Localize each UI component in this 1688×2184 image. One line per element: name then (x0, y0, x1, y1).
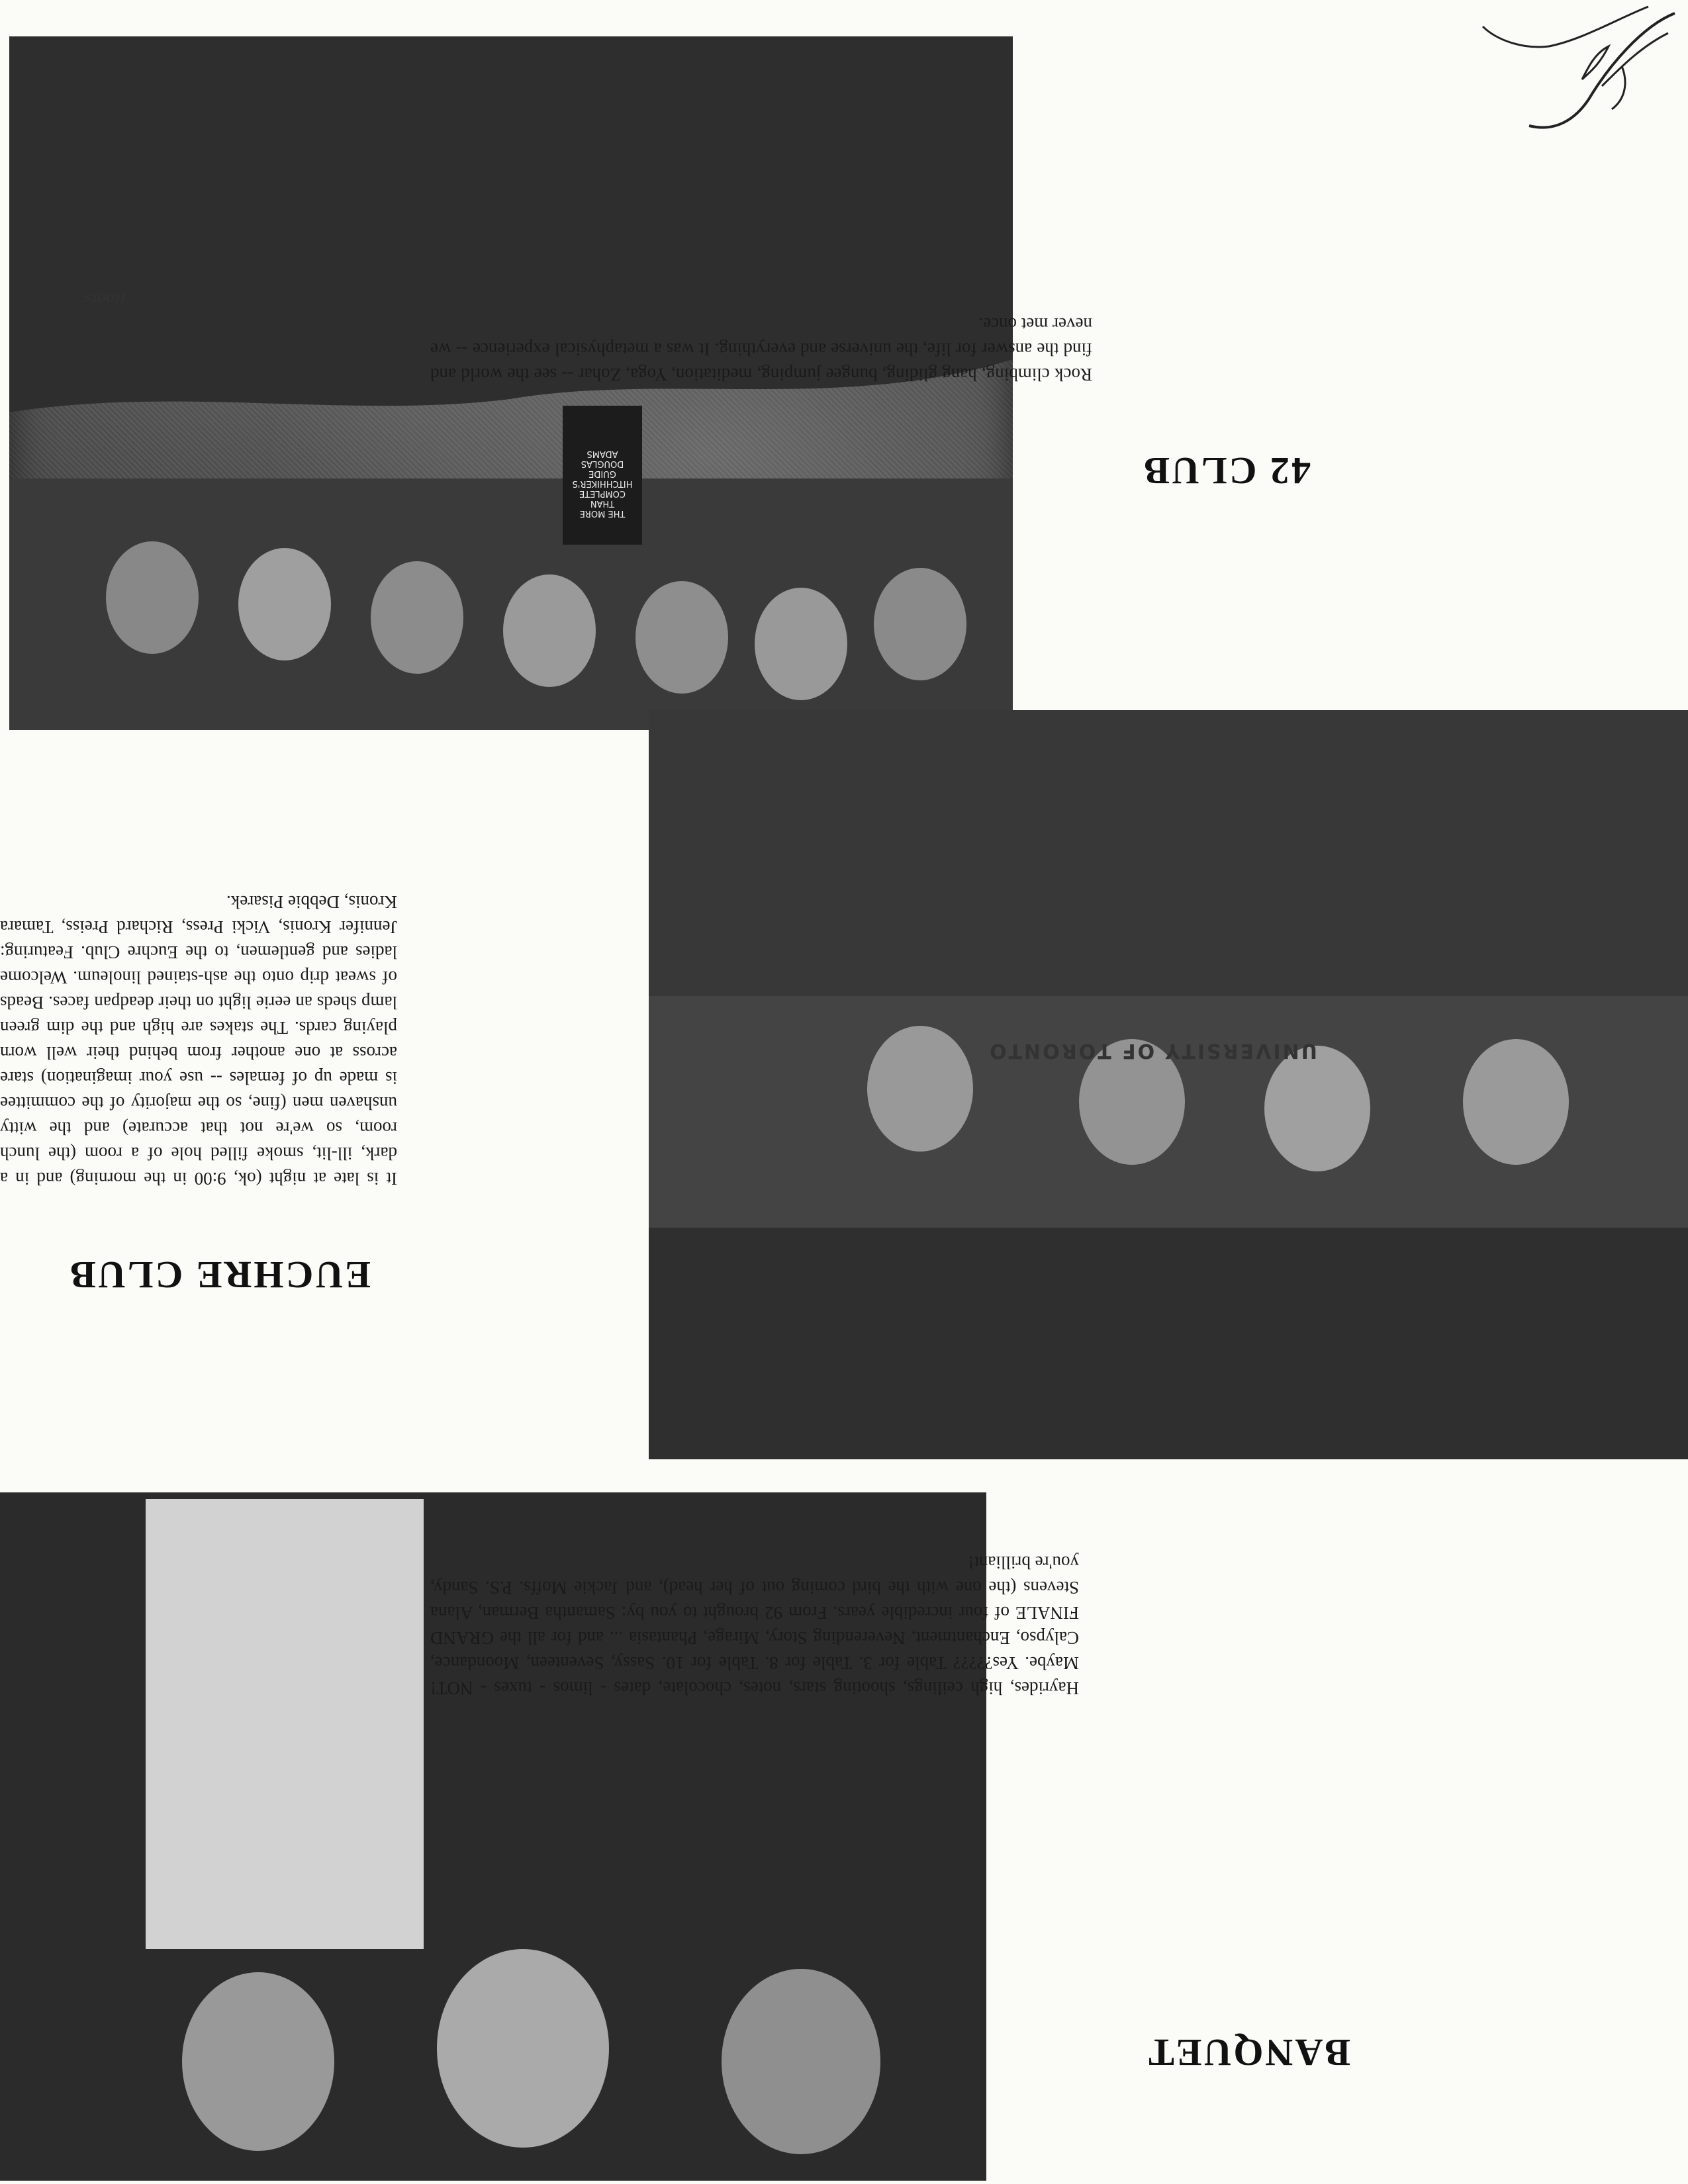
photo-euchre-club (649, 710, 1688, 1459)
club42-title: 42 CLUB (1142, 449, 1311, 492)
euchre-title: EUCHRE CLUB (68, 1253, 371, 1297)
euchre-text: It is late at night (ok, 9:00 in the morning) and in a dark, ill-lit, smoke filled hole of a room (the lunch room, so we're not that accurate) and the witty unshaven men (fine, so the majority of the committee is made up of females -- use your imagination) stare across at one another from behind their well worn playing cards. The stakes are high and the dim green lamp sheds an eerie light on their deadpan faces. Beads of sweat drip onto the ash-stained linoleum. Welcome ladies and gentlemen, to the Euchre Club. Featuring: Jennifer Kronis, Vicki Press, Richard Preiss, Tamara Kronis, Debbie Pisarek. (0, 892, 397, 1189)
banquet-text: Hayrides, high ceilings, shooting stars, notes, chocolate, dates - limos - tuxes - NOT! Maybe. Yes????? Table for 3. Table for 8. Table for 10. Sassy, Seventeen, Moondance, Calypso, Enchantment, Neverending Story, Mirage, Phantasia ... and for all the GRAND FINALE of four incredible years. From 92 brought to you by: Samantha Berman, Alana Stevens (the one with the bird coming out of her head), and Jackie Moffs. P.S. Sandy, you're brilliant! (430, 1553, 1079, 1698)
book-label: THE MORE THAN COMPLETE HITCHHIKER'S GUIDE DOUGLAS ADAMS (572, 449, 633, 518)
shirt-script: Roots (83, 290, 126, 306)
shirt-print: UNIVERSITY OF TORONTO (988, 1039, 1317, 1062)
banquet-title: BANQUET (1147, 2031, 1350, 2074)
doodle-illustration (1476, 0, 1688, 146)
club42-text: Rock climbing, hang gliding, bungee jumping, meditation, Yoga, Zohar -- see the world and find the answer for life, the universe and everything. It was a metaphysical experience -- we never met once. (430, 314, 1092, 385)
